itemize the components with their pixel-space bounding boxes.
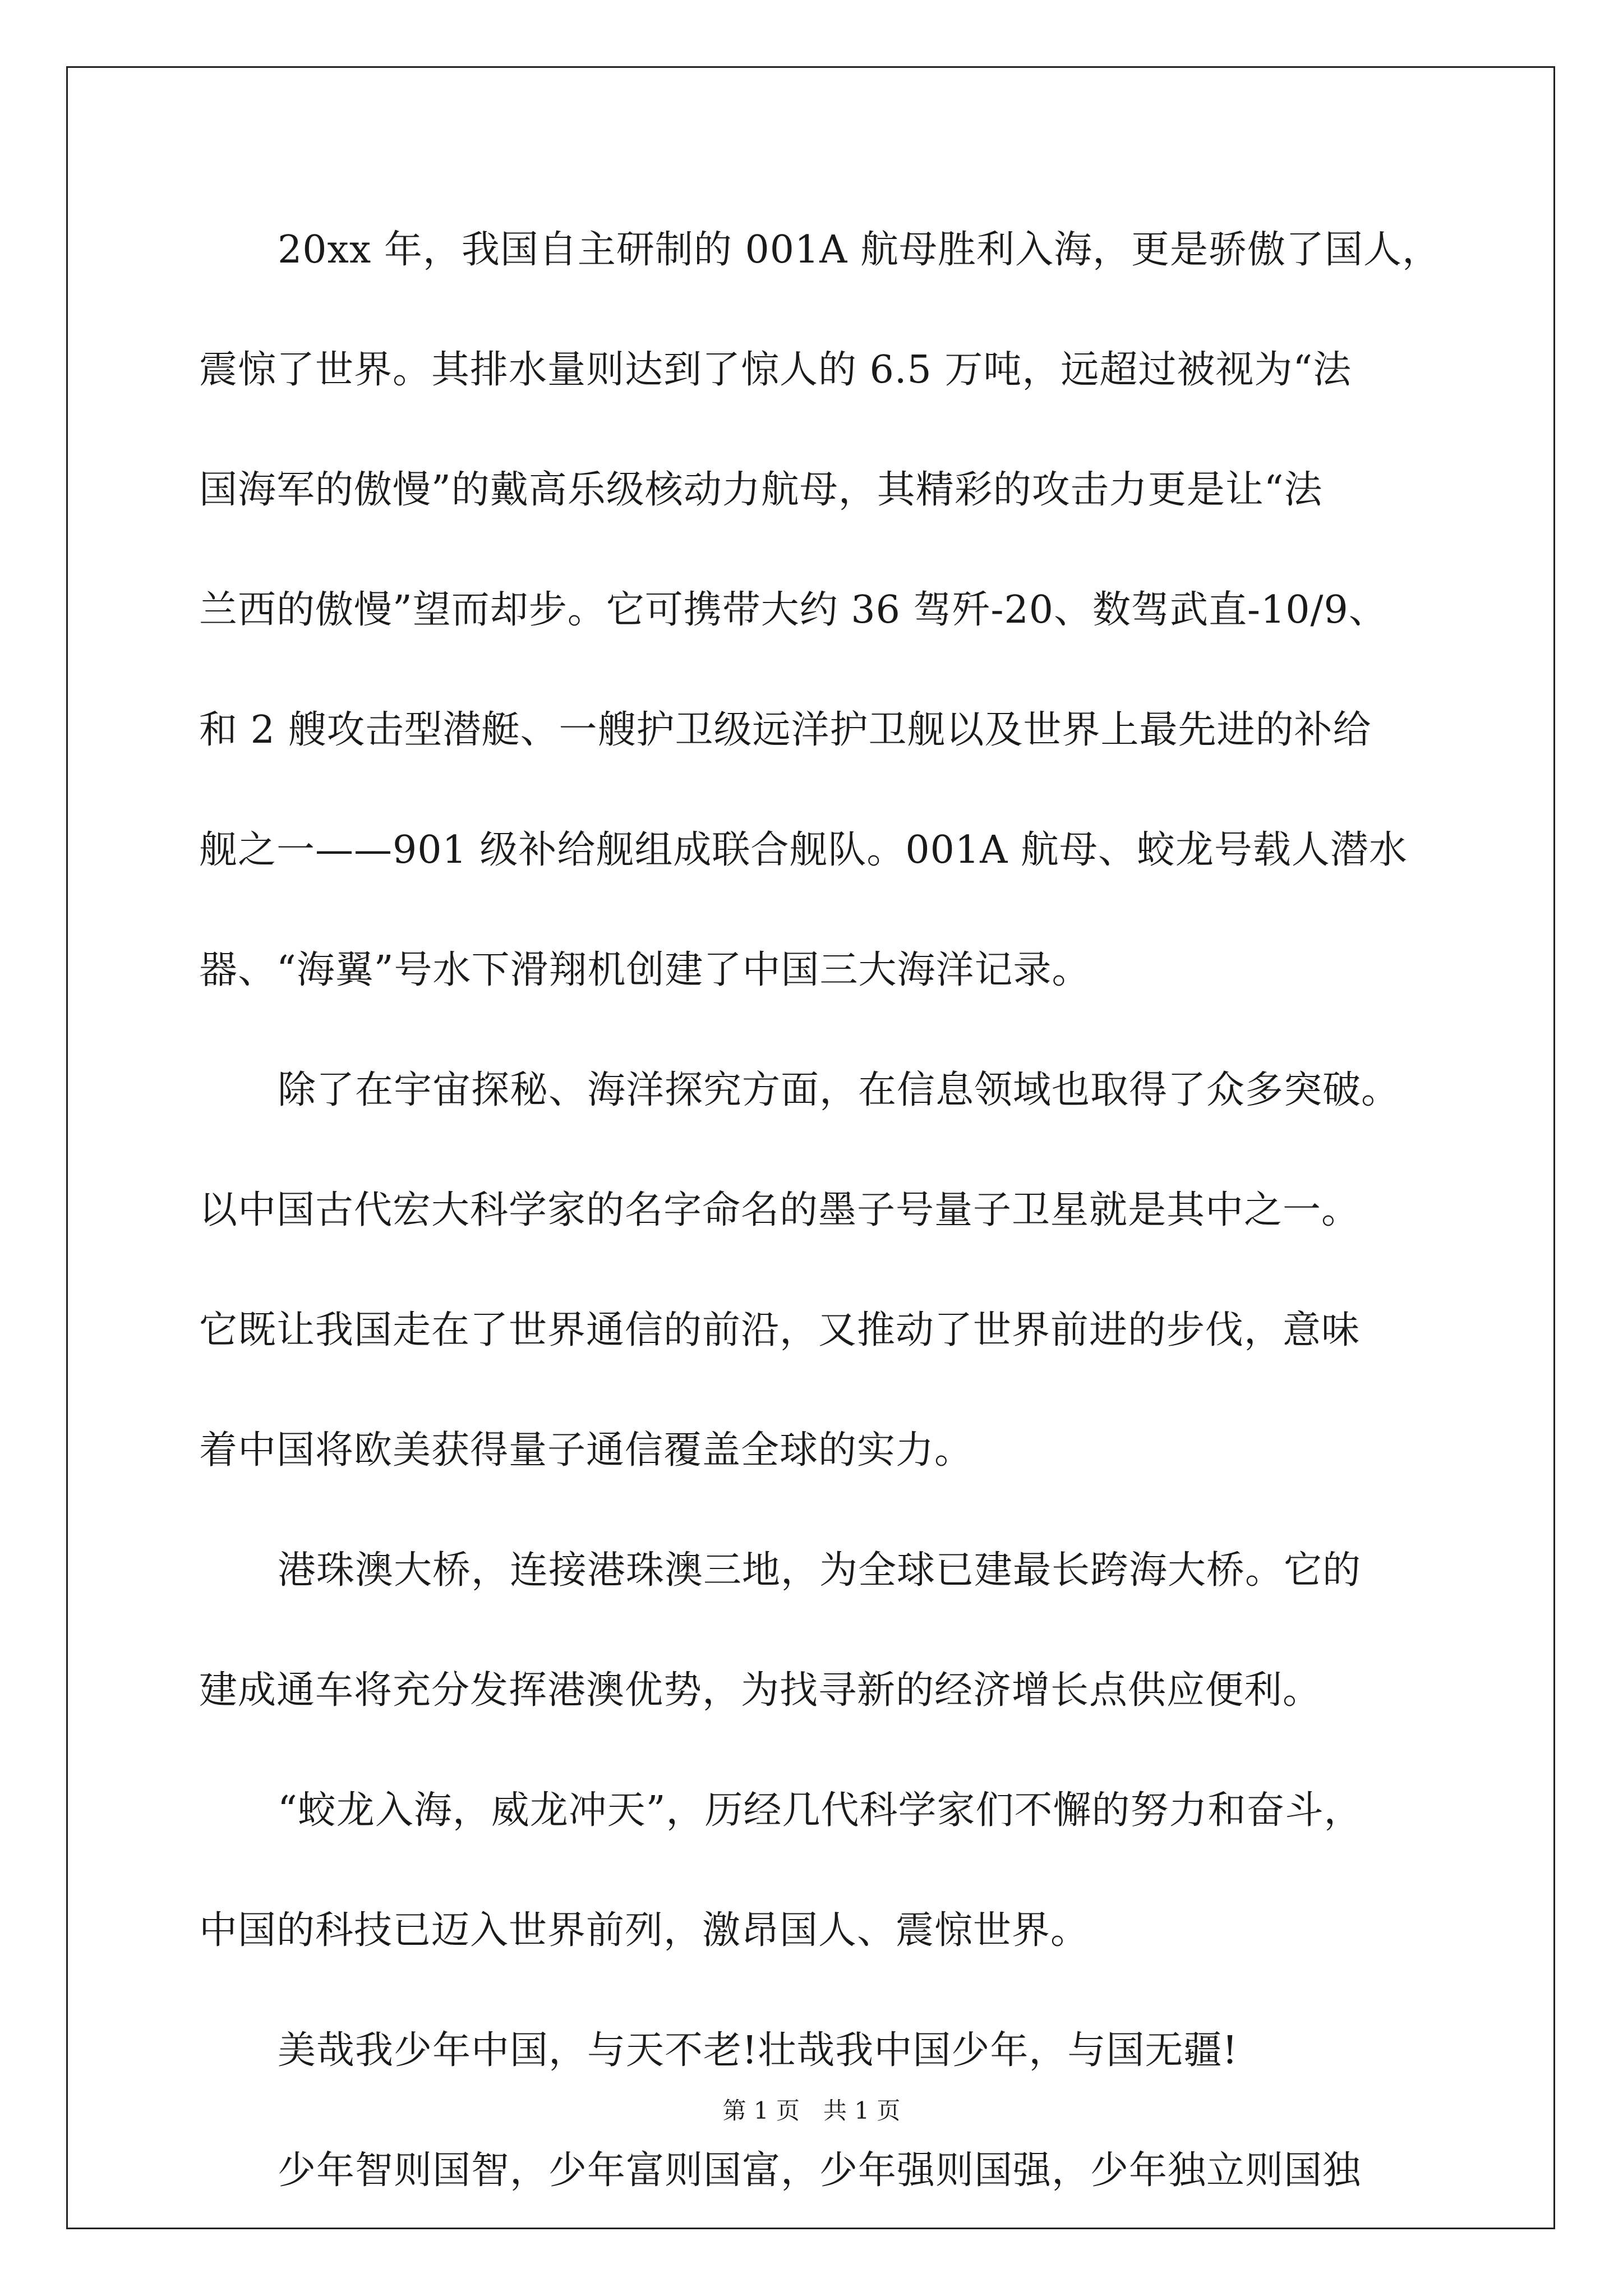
text-line: 国海军的傲慢”的戴高乐级核动力航母，其精彩的攻击力更是让“法 — [199, 468, 1323, 512]
text-line: 器、“海翼”号水下滑翔机创建了中国三大海洋记录。 — [199, 948, 1091, 992]
text-line: 舰之一——901 级补给舰组成联合舰队。001A 航母、蛟龙号载人潜水 — [199, 828, 1408, 872]
text-line: 它既让我国走在了世界通信的前沿，又推动了世界前进的步伐，意味 — [199, 1308, 1361, 1352]
text-line: 除了在宇宙探秘、海洋探究方面，在信息领域也取得了众多突破。 — [278, 1068, 1400, 1112]
text-line: 和 2 艘攻击型潜艇、一艘护卫级远洋护卫舰以及世界上最先进的补给 — [199, 708, 1372, 752]
page-footer: 第 1 页 共 1 页 — [722, 2097, 901, 2124]
text-line: “蛟龙入海，威龙冲天”，历经几代科学家们不懈的努力和奋斗， — [278, 1788, 1363, 1833]
text-line: 震惊了世界。其排水量则达到了惊人的 6.5 万吨，远超过被视为“法 — [199, 348, 1352, 392]
text-line: 美哉我少年中国，与天不老!壮哉我中国少年，与国无疆! — [278, 2028, 1238, 2073]
text-line: 20xx 年，我国自主研制的 001A 航母胜利入海，更是骄傲了国人， — [278, 228, 1441, 272]
text-line: 建成通车将充分发挥港澳优势，为找寻新的经济增长点供应便利。 — [199, 1668, 1322, 1713]
text-line: 兰西的傲慢”望而却步。它可携带大约 36 驾歼-20、数驾武直-10/9、 — [199, 588, 1387, 632]
paragraph-4 — [199, 1768, 1436, 2008]
paragraph-6 — [199, 2128, 1436, 2248]
text-line: 着中国将欧美获得量子通信覆盖全球的实力。 — [199, 1428, 974, 1473]
document-body — [199, 208, 1441, 2248]
paragraph-1 — [199, 208, 1441, 1048]
paragraph-2 — [199, 1048, 1436, 1528]
text-line: 少年智则国智，少年富则国富，少年强则国强，少年独立则国独 — [278, 2148, 1362, 2193]
paragraph-3 — [199, 1528, 1436, 1768]
text-line: 港珠澳大桥，连接港珠澳三地，为全球已建最长跨海大桥。它的 — [278, 1548, 1362, 1593]
text-line: 中国的科技已迈入世界前列，激昂国人、震惊世界。 — [199, 1908, 1090, 1953]
text-line: 以中国古代宏大科学家的名字命名的墨子号量子卫星就是其中之一。 — [199, 1188, 1361, 1232]
